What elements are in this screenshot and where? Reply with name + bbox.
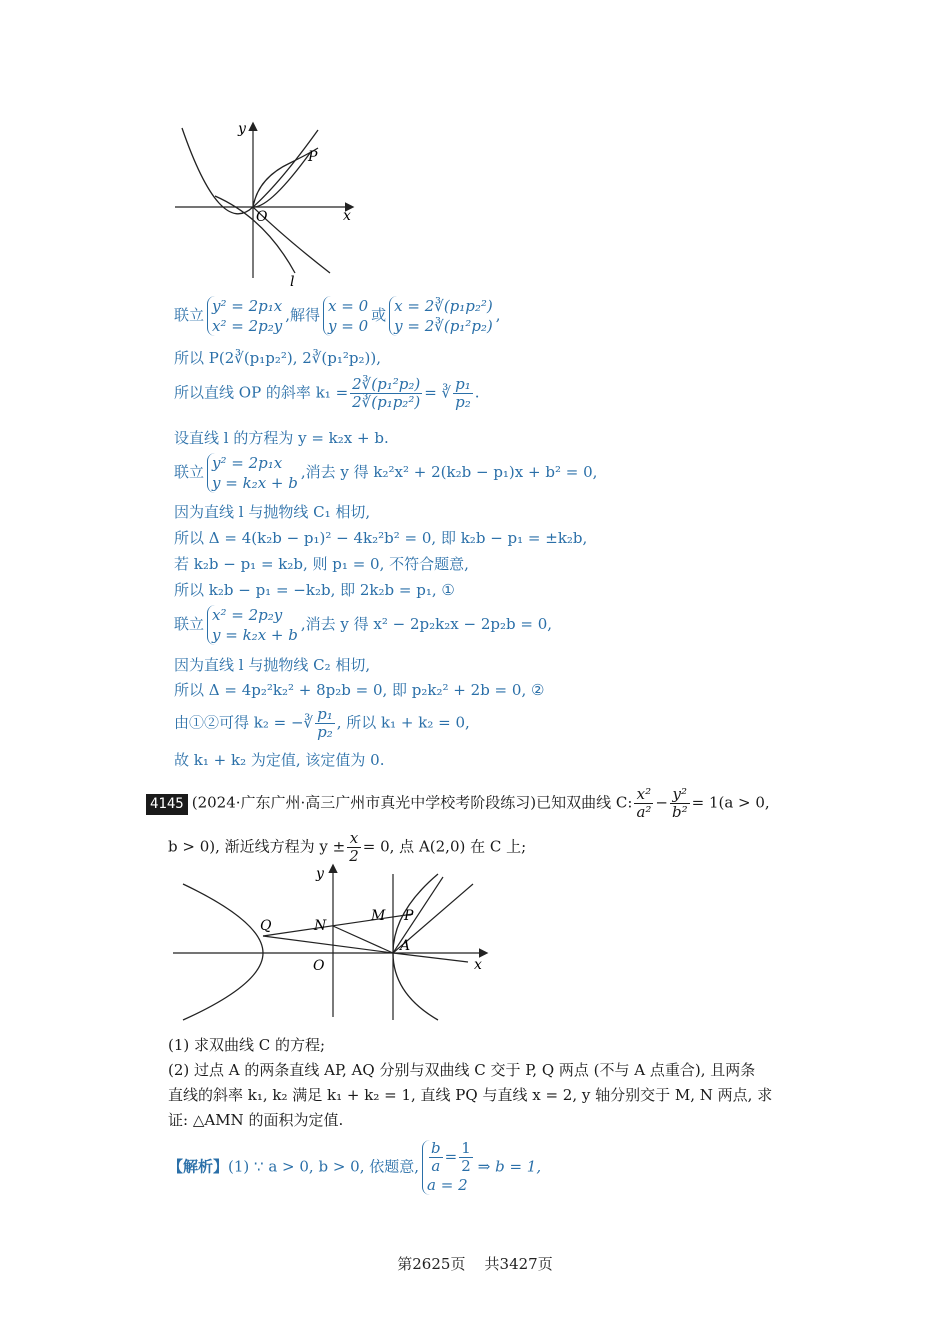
page-total: 共3427页 <box>484 1255 553 1273</box>
solution-line-4: 设直线 l 的方程为 y = k₂x + b. <box>174 429 389 447</box>
x-axis-label-2: x <box>474 957 482 973</box>
problem-number: 4145 <box>146 794 188 815</box>
solution-line-2: 所以 P(2∛(p₁p₂²), 2∛(p₁²p₂)), <box>174 349 381 367</box>
problem-line-1: 4145 (2024·广东广州·高三广州市真光中学校考阶段练习)已知双曲线 C: $\frac{\text{x²}}{\text{a²}}$ − $\frac{\text{y²}}{\text{b²}}$ = 1(a > 0, <box>146 786 770 821</box>
question-2-line-1: (2) 过点 A 的两条直线 AP, AQ 分别与双曲线 C 交于 P, Q 两点 (不与 A 点重合), 且两条 <box>168 1061 756 1079</box>
y-axis-label-2: y <box>316 866 324 882</box>
solution-line-14: 故 k₁ + k₂ 为定值, 该定值为 0. <box>174 751 385 769</box>
solution-line-1: 联立 y² = 2p₁x x² = 2p₂y ,解得 x = 0 y = 0 或 x = 2∛(p₁p₂²) y = 2∛(p₁²p₂) , <box>174 297 501 335</box>
y-axis-label: y <box>238 121 246 137</box>
solution-line-12: 所以 Δ = 4p₂²k₂² + 8p₂b = 0, 即 p₂k₂² + 2b = 0, ② <box>174 681 545 699</box>
point-p-label-2: P <box>404 908 414 924</box>
question-2-line-2: 直线的斜率 k₁, k₂ 满足 k₁ + k₂ = 1, 直线 PQ 与直线 x = 2, y 轴分别交于 M, N 两点, 求 <box>168 1086 773 1104</box>
solution-line-9: 所以 k₂b − p₁ = −k₂b, 即 2k₂b = p₁, ① <box>174 581 455 599</box>
question-2-line-3: 证: △AMN 的面积为定值. <box>168 1111 344 1129</box>
x-axis-label: x <box>343 208 351 224</box>
page-footer <box>0 1253 950 1274</box>
solution-line-6: 因为直线 l 与抛物线 C₁ 相切, <box>174 503 371 521</box>
question-1: (1) 求双曲线 C 的方程; <box>168 1036 326 1054</box>
problem-line-2: b > 0), 渐近线方程为 y ± $\frac{x}{2}$ = 0, 点 A(2,0) 在 C 上; <box>168 829 527 865</box>
hyperbola-figure <box>168 862 498 1022</box>
analysis-line: 【解析】(1) ∵ a > 0, b > 0, 依题意, $\frac{b}{a}$ = $\frac{1}{2}$ a = 2 ⇒ b = 1, <box>168 1139 542 1194</box>
origin-label: O <box>256 209 268 225</box>
solution-line-11: 因为直线 l 与抛物线 C₂ 相切, <box>174 656 371 674</box>
point-q-label: Q <box>260 918 272 934</box>
point-n-label: N <box>314 918 327 934</box>
solution-line-10: 联立 x² = 2p₂y y = k₂x + b ,消去 y 得 x² − 2p₂k₂x − 2p₂b = 0, <box>174 606 553 644</box>
point-p-label: P <box>308 149 318 165</box>
solution-line-3: 所以直线 OP 的斜率 k₁ = $\frac{\text{2∛(p₁²p₂)}}{\text{2∛(p₁p₂²)}}$ = ∛ $\frac{\text{p₁}}{\text{p₂}}$ . <box>174 375 480 411</box>
solution-line-7: 所以 Δ = 4(k₂b − p₁)² − 4k₂²b² = 0, 即 k₂b − p₁ = ±k₂b, <box>174 529 588 547</box>
solution-line-8: 若 k₂b − p₁ = k₂b, 则 p₁ = 0, 不符合题意, <box>174 555 469 573</box>
point-a-label: A <box>400 938 411 954</box>
solution-line-13: 由①②可得 k₂ = −∛ $\frac{\text{p₁}}{\text{p₂}}$ , 所以 k₁ + k₂ = 0, <box>174 705 470 741</box>
page-number: 第2625页 <box>397 1255 466 1273</box>
point-m-label: M <box>371 908 386 924</box>
analysis-header: 【解析】 <box>168 1157 229 1176</box>
line-l-label: l <box>290 274 295 290</box>
solution-line-5: 联立 y² = 2p₁x y = k₂x + b ,消去 y 得 k₂²x² + 2(k₂b − p₁)x + b² = 0, <box>174 454 598 492</box>
origin-label-2: O <box>313 958 325 974</box>
parabola-figure <box>170 118 370 293</box>
